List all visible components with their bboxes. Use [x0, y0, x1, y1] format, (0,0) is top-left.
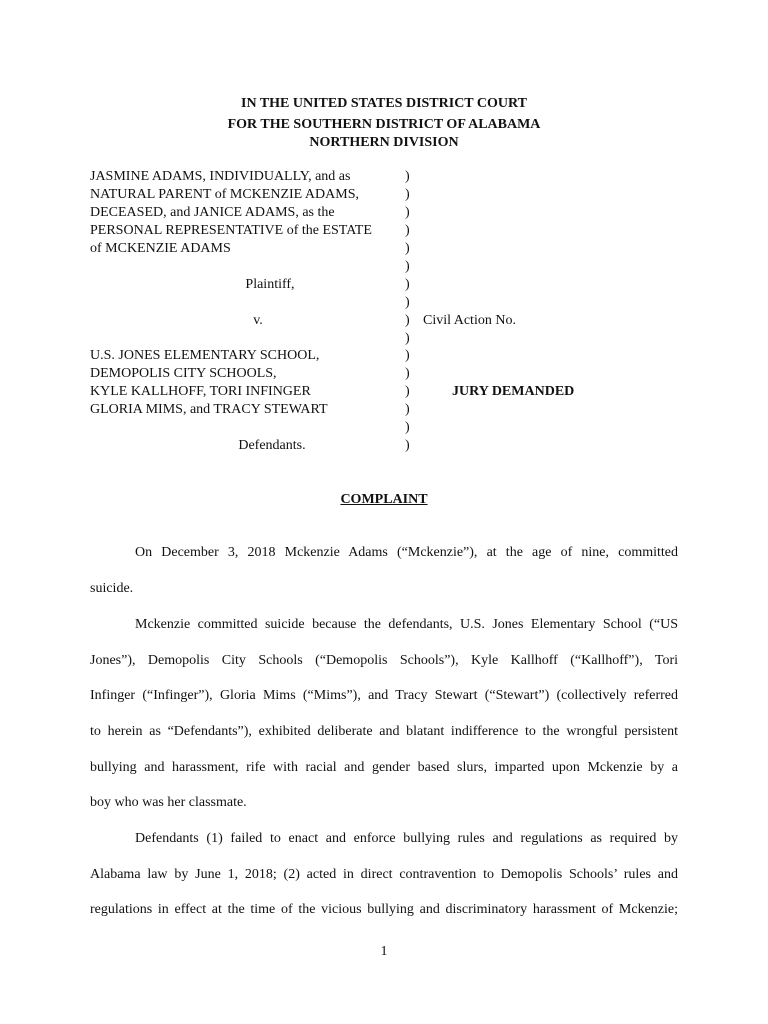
- caption-parenthesis: ): [405, 223, 410, 238]
- caption-parenthesis: ): [405, 205, 410, 220]
- defendants-label: Defendants.: [238, 438, 306, 453]
- paragraph-line: Alabama law by June 1, 2018; (2) acted in direct contravention to Demopolis Schools’ rules and: [90, 867, 678, 882]
- caption-parenthesis: ): [405, 438, 410, 453]
- plaintiff-line: NATURAL PARENT of MCKENZIE ADAMS,: [90, 187, 360, 202]
- paragraph-line: On December 3, 2018 Mckenzie Adams (“Mckenzie”), at the age of nine, committed: [135, 545, 678, 560]
- court-heading-line-1: IN THE UNITED STATES DISTRICT COURT: [241, 96, 527, 111]
- caption-parenthesis: ): [405, 366, 410, 381]
- caption-parenthesis: ): [405, 187, 410, 202]
- paragraph-line: bullying and harassment, rife with racial and gender based slurs, imparted upon Mckenzie by a: [90, 760, 678, 775]
- caption-parenthesis: ): [405, 384, 410, 399]
- paragraph-line: Infinger (“Infinger”), Gloria Mims (“Mims”), and Tracy Stewart (“Stewart”) (collectively referred: [90, 688, 678, 703]
- paragraph-line: Jones”), Demopolis City Schools (“Demopolis Schools”), Kyle Kallhoff (“Kallhoff”), Tori: [90, 653, 678, 668]
- caption-parenthesis: ): [405, 259, 410, 274]
- civil-action-label: Civil Action No.: [423, 313, 516, 328]
- paragraph-line: Mckenzie committed suicide because the defendants, U.S. Jones Elementary School (“US: [135, 617, 678, 632]
- defendant-line: GLORIA MIMS, and TRACY STEWART: [90, 402, 328, 417]
- caption-parenthesis: ): [405, 402, 410, 417]
- page-number: 1: [380, 944, 388, 959]
- versus-label: v.: [253, 313, 263, 328]
- caption-parenthesis: ): [405, 331, 410, 346]
- plaintiff-label: Plaintiff,: [245, 277, 295, 292]
- defendant-line: KYLE KALLHOFF, TORI INFINGER: [90, 384, 311, 399]
- paragraph-line: suicide.: [90, 581, 134, 596]
- paragraph-line: regulations in effect at the time of the vicious bullying and discriminatory harassment of Mckenzie;: [90, 902, 678, 917]
- paragraph-line: to herein as “Defendants”), exhibited deliberate and blatant indifference to the wrongful persistent: [90, 724, 678, 739]
- caption-parenthesis: ): [405, 295, 410, 310]
- paragraph-line: Defendants (1) failed to enact and enforce bullying rules and regulations as required by: [135, 831, 678, 846]
- defendant-line: DEMOPOLIS CITY SCHOOLS,: [90, 366, 277, 381]
- caption-parenthesis: ): [405, 420, 410, 435]
- defendant-line: U.S. JONES ELEMENTARY SCHOOL,: [90, 348, 320, 363]
- caption-parenthesis: ): [405, 313, 410, 328]
- caption-parenthesis: ): [405, 241, 410, 256]
- court-heading-line-2: FOR THE SOUTHERN DISTRICT OF ALABAMA: [227, 117, 541, 132]
- court-heading-line-3: NORTHERN DIVISION: [309, 135, 459, 150]
- complaint-title: COMPLAINT: [340, 492, 428, 507]
- plaintiff-line: of MCKENZIE ADAMS: [90, 241, 231, 256]
- plaintiff-line: PERSONAL REPRESENTATIVE of the ESTATE: [90, 223, 372, 238]
- caption-parenthesis: ): [405, 169, 410, 184]
- plaintiff-line: JASMINE ADAMS, INDIVIDUALLY, and as: [90, 169, 351, 184]
- paragraph-line: boy who was her classmate.: [90, 795, 247, 810]
- caption-parenthesis: ): [405, 348, 410, 363]
- plaintiff-line: DECEASED, and JANICE ADAMS, as the: [90, 205, 335, 220]
- caption-parenthesis: ): [405, 277, 410, 292]
- jury-demanded-label: JURY DEMANDED: [452, 384, 575, 399]
